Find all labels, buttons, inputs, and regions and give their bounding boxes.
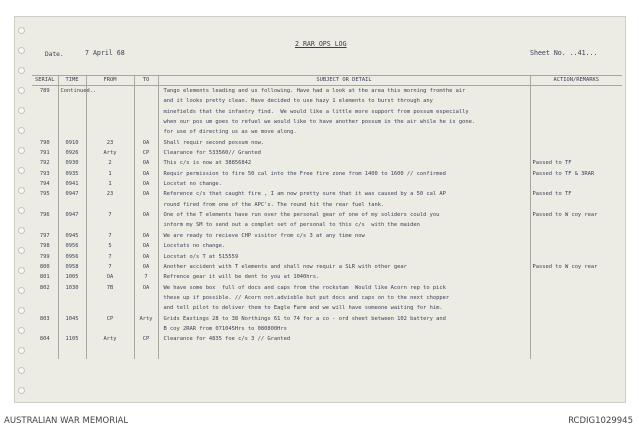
binder-hole bbox=[18, 327, 25, 334]
from-cell: OA bbox=[86, 272, 134, 282]
binder-hole bbox=[18, 47, 25, 54]
action-cell bbox=[530, 252, 622, 262]
action-cell: Passed to W coy rear bbox=[532, 263, 598, 270]
to-cell: OA bbox=[134, 262, 158, 272]
from-cell: 7B bbox=[86, 283, 134, 314]
empty-cell bbox=[58, 345, 86, 359]
time-cell: 0910 bbox=[58, 138, 86, 148]
from-cell: 1 bbox=[86, 179, 134, 189]
subject-line: when our pos um goes to refuel we would like to have another possum in the air while he is gone. bbox=[163, 119, 476, 126]
log-entry-row bbox=[32, 210, 622, 231]
subject-cell bbox=[158, 334, 530, 344]
serial-cell: 792 bbox=[32, 158, 58, 168]
subject-cell bbox=[158, 210, 530, 231]
serial-cell: 802 bbox=[32, 283, 58, 314]
serial-cell: 793 bbox=[32, 169, 58, 179]
subject-line: and tell pilot to deliver them to Eagle Farm and we will have someone waiting for him. bbox=[163, 305, 443, 312]
time-cell: 0947 bbox=[58, 210, 86, 231]
subject-line: Tango elements leading and us following. Have had a look at the area this morning fromthe air bbox=[163, 88, 466, 94]
subject-line: Grids Eastings 28 to 38 Northings 61 to 74 for a co - ord sheet between 102 battery and bbox=[163, 315, 446, 322]
serial-cell: 799 bbox=[32, 252, 58, 262]
subject-line: Locstat o/s T at 515559 bbox=[163, 253, 239, 260]
time-cell: 1030 bbox=[58, 283, 86, 314]
log-entry-row bbox=[32, 169, 622, 179]
subject-cell bbox=[158, 231, 530, 241]
date-label: Date. bbox=[45, 51, 64, 58]
filler-row bbox=[32, 345, 622, 359]
document-id: RCDIG1029945 bbox=[568, 416, 633, 426]
from-cell: 7 bbox=[86, 210, 134, 231]
column-header-to: TO bbox=[134, 76, 158, 86]
to-cell bbox=[134, 86, 158, 138]
subject-cell bbox=[158, 252, 530, 262]
log-entry-row bbox=[32, 314, 622, 335]
subject-cell bbox=[158, 148, 530, 158]
date-value: 7 April 68 bbox=[85, 49, 125, 57]
log-entry-row bbox=[32, 334, 622, 344]
subject-cell bbox=[158, 169, 530, 179]
binder-hole bbox=[18, 287, 25, 294]
time-cell: 0956 bbox=[58, 252, 86, 262]
serial-cell: 803 bbox=[32, 314, 58, 335]
column-header-action: ACTION/REMARKS bbox=[530, 76, 622, 86]
action-cell: Passed to W coy rear bbox=[532, 212, 598, 219]
action-cell: Passed to TF bbox=[532, 160, 572, 167]
log-entry-row bbox=[32, 158, 622, 168]
archive-credit: AUSTRALIAN WAR MEMORIAL bbox=[4, 416, 129, 426]
to-cell: OA bbox=[134, 283, 158, 314]
subject-cell bbox=[158, 158, 530, 168]
serial-cell: 798 bbox=[32, 241, 58, 251]
subject-cell bbox=[158, 189, 530, 210]
time-cell: 0930 bbox=[58, 158, 86, 168]
time-cell: 1045 bbox=[58, 314, 86, 335]
binder-hole bbox=[18, 67, 25, 74]
subject-cell bbox=[158, 314, 530, 335]
binder-hole bbox=[18, 187, 25, 194]
subject-line: Refrence gear it will be dent to you at 1040hrs. bbox=[163, 274, 320, 281]
ops-log-table bbox=[32, 75, 622, 359]
subject-cell bbox=[158, 179, 530, 189]
subject-line: B coy 2RAR from 071045Hrs to 080800Hrs bbox=[163, 325, 287, 332]
from-cell: CP bbox=[86, 314, 134, 335]
to-cell: OA bbox=[134, 138, 158, 148]
log-entry-row bbox=[32, 283, 622, 314]
subject-cell bbox=[158, 86, 530, 138]
to-cell: OA bbox=[134, 241, 158, 251]
log-sheet bbox=[14, 16, 626, 403]
subject-line: Requir permission to fire 50 cal into the Free fire zone from 1400 to 1600 // confirmed bbox=[163, 170, 446, 177]
action-cell bbox=[530, 283, 622, 314]
action-cell: Passed to TF bbox=[532, 191, 572, 198]
to-cell: CP bbox=[134, 334, 158, 344]
subject-line: round fired from one of the APC's. The round hit the rear fuel tank. bbox=[163, 201, 385, 208]
to-cell: CP bbox=[134, 148, 158, 158]
to-cell: 7 bbox=[134, 272, 158, 282]
from-cell: 1 bbox=[86, 169, 134, 179]
log-entry-row bbox=[32, 272, 622, 282]
column-header-serial: SERIAL bbox=[32, 76, 58, 86]
serial-cell: 796 bbox=[32, 210, 58, 231]
serial-cell: 804 bbox=[32, 334, 58, 344]
subject-line: Locstats no change. bbox=[163, 243, 226, 250]
from-cell: Arty bbox=[86, 334, 134, 344]
serial-cell: 791 bbox=[32, 148, 58, 158]
log-entry-row bbox=[32, 189, 622, 210]
binder-hole bbox=[18, 87, 25, 94]
subject-line: these up if possible. // Acorn not.advisble but put docs and caps on to the next chopper bbox=[163, 294, 450, 301]
binder-hole bbox=[18, 107, 25, 114]
action-cell bbox=[530, 272, 622, 282]
from-cell: 7 bbox=[86, 252, 134, 262]
empty-cell bbox=[158, 345, 530, 359]
action-cell bbox=[530, 86, 622, 138]
subject-line: We are ready to recieve CHP visitor from c/s 3 at any time now bbox=[163, 232, 365, 239]
serial-cell: 790 bbox=[32, 138, 58, 148]
action-cell bbox=[530, 231, 622, 241]
subject-line: Clearance for 533560// Granted bbox=[163, 150, 261, 157]
action-cell bbox=[530, 314, 622, 335]
subject-cell bbox=[158, 283, 530, 314]
time-cell: 0926 bbox=[58, 148, 86, 158]
log-entry-row bbox=[32, 231, 622, 241]
binder-hole bbox=[18, 27, 25, 34]
binder-hole bbox=[18, 207, 25, 214]
to-cell: OA bbox=[134, 252, 158, 262]
binder-hole bbox=[18, 387, 25, 394]
subject-line: We have some box full of docs and caps from the rockstam Would like Acorn rep to pick bbox=[163, 284, 446, 291]
subject-line: Locstat no change. bbox=[163, 181, 222, 188]
log-title: 2 RAR OPS LOG bbox=[295, 40, 347, 48]
time-cell: 0958 bbox=[58, 262, 86, 272]
empty-cell bbox=[134, 345, 158, 359]
time-cell: 0935 bbox=[58, 169, 86, 179]
subject-line: minefields that the infantry find. We would like a little more support from possum especially bbox=[163, 108, 469, 115]
log-entry-row bbox=[32, 138, 622, 148]
subject-line: Reference c/s that caught fire , I am now pretty sure that it was caused by a 50 cal AP bbox=[163, 191, 446, 198]
time-cell: 0941 bbox=[58, 179, 86, 189]
empty-cell bbox=[530, 345, 622, 359]
serial-cell: 789 bbox=[32, 86, 58, 138]
subject-cell bbox=[158, 272, 530, 282]
action-cell bbox=[530, 148, 622, 158]
log-entry-row bbox=[32, 241, 622, 251]
subject-cell bbox=[158, 262, 530, 272]
binder-holes bbox=[15, 17, 31, 404]
binder-hole bbox=[18, 147, 25, 154]
action-cell bbox=[530, 334, 622, 344]
subject-line: for use of directing us as we move along. bbox=[163, 129, 297, 136]
subject-line: Clearance for 4835 foe c/s 3 // Granted bbox=[163, 336, 291, 343]
serial-cell: 801 bbox=[32, 272, 58, 282]
from-cell: 2 bbox=[86, 158, 134, 168]
serial-cell: 797 bbox=[32, 231, 58, 241]
to-cell: OA bbox=[134, 189, 158, 210]
to-cell: OA bbox=[134, 210, 158, 231]
time-cell: 0945 bbox=[58, 231, 86, 241]
to-cell: OA bbox=[134, 158, 158, 168]
column-header-time: TIME bbox=[58, 76, 86, 86]
action-cell bbox=[530, 179, 622, 189]
time-cell: 1105 bbox=[58, 334, 86, 344]
subject-line: Shall requir second possum now. bbox=[163, 139, 265, 146]
subject-cell bbox=[158, 138, 530, 148]
binder-hole bbox=[18, 367, 25, 374]
log-entry-row bbox=[32, 179, 622, 189]
to-cell: Arty bbox=[134, 314, 158, 335]
action-cell bbox=[530, 138, 622, 148]
sheet-number: Sheet No. ..41... bbox=[530, 49, 598, 57]
serial-cell: 795 bbox=[32, 189, 58, 210]
to-cell: OA bbox=[134, 169, 158, 179]
from-cell: Arty bbox=[86, 148, 134, 158]
column-header-from: FROM bbox=[86, 76, 134, 86]
binder-hole bbox=[18, 167, 25, 174]
log-entry-row bbox=[32, 86, 622, 138]
binder-hole bbox=[18, 247, 25, 254]
serial-cell: 800 bbox=[32, 262, 58, 272]
binder-hole bbox=[18, 347, 25, 354]
from-cell: 7 bbox=[86, 262, 134, 272]
binder-hole bbox=[18, 307, 25, 314]
binder-hole bbox=[18, 227, 25, 234]
from-cell: 5 bbox=[86, 241, 134, 251]
log-entry-row bbox=[32, 252, 622, 262]
time-cell: 0956 bbox=[58, 241, 86, 251]
log-entry-row bbox=[32, 262, 622, 272]
header-row bbox=[32, 76, 622, 86]
action-cell: Passed to TF & 3RAR bbox=[532, 170, 595, 177]
empty-cell bbox=[32, 345, 58, 359]
subject-line: One of the T elements have run over the personal gear of one of my soliders could you bbox=[163, 212, 440, 219]
empty-cell bbox=[86, 345, 134, 359]
subject-line: and it looks pretty clean. Have decided to use hazy 1 elements to burst through any bbox=[163, 98, 433, 105]
log-entries bbox=[32, 86, 622, 359]
binder-hole bbox=[18, 267, 25, 274]
subject-line: This c/s is now at 38856842 bbox=[163, 160, 252, 167]
time-cell: 1005 bbox=[58, 272, 86, 282]
binder-hole bbox=[18, 127, 25, 134]
time-cell: Continued.. bbox=[58, 86, 86, 138]
time-cell: 0947 bbox=[58, 189, 86, 210]
from-cell: 7 bbox=[86, 231, 134, 241]
subject-cell bbox=[158, 241, 530, 251]
serial-cell: 794 bbox=[32, 179, 58, 189]
log-entry-row bbox=[32, 148, 622, 158]
from-cell: 23 bbox=[86, 189, 134, 210]
subject-line: Another accident with T elements and shall now requir a SLR with other gear bbox=[163, 263, 407, 270]
subject-line: inform my SM to send out a complet set of personal to this c/s with the maiden bbox=[163, 222, 420, 229]
action-cell bbox=[530, 241, 622, 251]
to-cell: OA bbox=[134, 179, 158, 189]
column-header-subject: SUBJECT OR DETAIL bbox=[158, 76, 530, 86]
from-cell: 23 bbox=[86, 138, 134, 148]
to-cell: OA bbox=[134, 231, 158, 241]
